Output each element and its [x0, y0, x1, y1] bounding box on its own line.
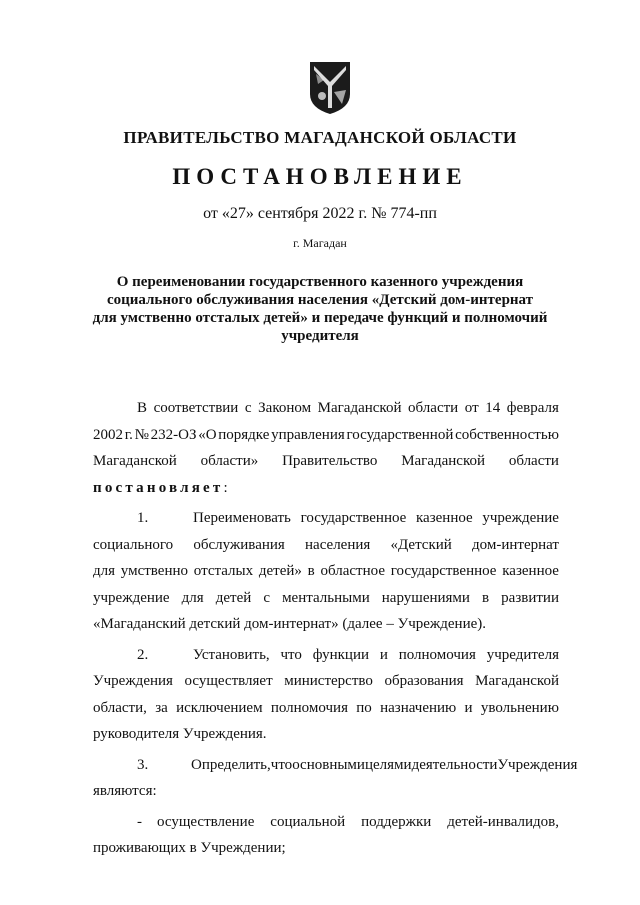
word: социального	[93, 536, 174, 553]
word: государственное	[390, 563, 497, 579]
word: государственной	[346, 426, 454, 443]
word: детей	[215, 589, 252, 606]
word: что	[270, 756, 293, 773]
word: целями	[364, 756, 412, 773]
word: исключением	[176, 699, 263, 716]
word: функции	[312, 646, 369, 663]
item-3-line	[93, 752, 578, 779]
word: от	[464, 400, 479, 416]
word: государственное	[300, 510, 407, 526]
decree-colon: :	[223, 479, 228, 496]
item-3-line: являются:	[93, 783, 157, 799]
word: Установить,	[193, 646, 270, 663]
resolution-title	[90, 273, 550, 345]
word: основными	[292, 756, 365, 773]
word: за	[155, 699, 168, 716]
title-line: О переименовании государственного казенного учреждения	[116, 274, 524, 290]
word: г.	[124, 426, 133, 443]
item-2-line: руководителя Учреждения.	[93, 726, 267, 742]
word: с	[244, 400, 252, 416]
word: №	[134, 426, 149, 443]
word: с	[263, 589, 270, 606]
word: учредителя	[486, 646, 559, 663]
word: казенное	[416, 510, 473, 526]
word: осуществляет	[184, 673, 273, 689]
word: осуществление	[157, 813, 255, 830]
dash-marker: -	[137, 813, 142, 830]
word: управления	[271, 426, 345, 443]
word: учреждение	[93, 589, 170, 606]
word: Магаданской	[317, 400, 402, 416]
word: социальной	[270, 813, 346, 830]
word: соответствии	[153, 400, 239, 416]
government-heading: ПРАВИТЕЛЬСТВО МАГАДАНСКОЙ ОБЛАСТИ	[123, 128, 517, 147]
word: и	[379, 646, 388, 663]
word: Учреждения	[93, 673, 173, 689]
document-type-heading: ПОСТАНОВЛЕНИЕ	[172, 164, 468, 189]
preamble-line	[93, 422, 559, 449]
word: детей»	[258, 563, 302, 579]
item-1-line	[93, 585, 559, 612]
dash-item-line: проживающих в Учреждении;	[93, 840, 286, 856]
date-and-number-line: от «27» сентября 2022 г. № 774-пп	[203, 205, 437, 222]
word: казенное	[502, 563, 559, 579]
word: собственностью	[455, 426, 559, 443]
word: развитии	[501, 589, 559, 606]
decree-word: постановляет	[93, 479, 224, 496]
word: «Детский	[390, 536, 452, 553]
word: дом-интернат	[472, 536, 559, 553]
item-1-line	[93, 558, 559, 585]
word: населения	[305, 536, 371, 553]
word: февраля	[506, 400, 559, 416]
item-1-line	[93, 532, 559, 559]
word: области»	[200, 453, 259, 469]
item-2-line	[93, 642, 559, 669]
word: полномочия	[270, 699, 348, 716]
title-line: для умственно отсталых детей» и передаче функций и полномочий	[92, 310, 548, 326]
word: Переименовать	[193, 510, 291, 526]
word: области	[508, 453, 559, 469]
word: В	[137, 400, 148, 416]
coat-of-arms-emblem	[306, 60, 354, 116]
word: 14	[485, 400, 501, 416]
city-label: г. Магадан	[293, 236, 347, 250]
word: областное	[320, 563, 385, 579]
word: отсталых	[193, 563, 254, 579]
word: Магаданской	[93, 453, 177, 469]
word: поддержки	[361, 813, 432, 830]
item-number: 1.	[137, 510, 149, 526]
word: Магаданской	[475, 673, 559, 689]
item-2-line	[93, 668, 559, 695]
word: полномочия	[398, 646, 476, 663]
word: ментальными	[282, 589, 370, 606]
word: деятельности	[411, 756, 498, 773]
word: порядке	[218, 426, 270, 443]
item-number: 3.	[137, 756, 149, 773]
preamble-line	[93, 395, 559, 422]
word: и	[464, 699, 473, 716]
item-1-line	[93, 505, 559, 532]
word: нарушениями	[381, 589, 470, 606]
word: 2002	[93, 426, 123, 443]
word: умственно	[120, 563, 189, 579]
word: Законом	[258, 400, 312, 416]
decree-line	[93, 475, 559, 502]
preamble-line	[93, 448, 559, 475]
item-1-line: «Магаданский детский дом-интернат» (далее – Учреждение).	[93, 616, 487, 632]
word: в	[482, 589, 490, 606]
item-2-line	[93, 695, 559, 722]
word: учреждение	[482, 510, 559, 526]
word: что	[280, 646, 302, 663]
word: Правительство	[282, 453, 378, 469]
word: образования	[384, 673, 464, 689]
word: для	[93, 563, 116, 579]
word: области	[408, 400, 459, 416]
word: министерство	[284, 673, 373, 689]
word: по	[356, 699, 372, 716]
word: увольнению	[480, 699, 559, 716]
word: Магаданской	[401, 453, 486, 469]
word: «О	[198, 426, 217, 443]
word: области,	[93, 699, 147, 716]
word: в	[307, 563, 315, 579]
word: 232-ОЗ	[150, 426, 197, 443]
word: обслуживания	[193, 536, 285, 553]
title-line: социального обслуживания населения «Детский дом-интернат	[106, 292, 534, 308]
title-line: учредителя	[281, 328, 359, 344]
word: Учреждения	[497, 756, 578, 773]
word: Определить,	[191, 756, 271, 773]
word: для	[181, 589, 204, 606]
dash-item-line	[93, 809, 559, 836]
word: детей-инвалидов,	[447, 813, 559, 830]
item-number: 2.	[137, 646, 149, 663]
document-body	[93, 395, 578, 862]
word: назначению	[380, 699, 457, 716]
